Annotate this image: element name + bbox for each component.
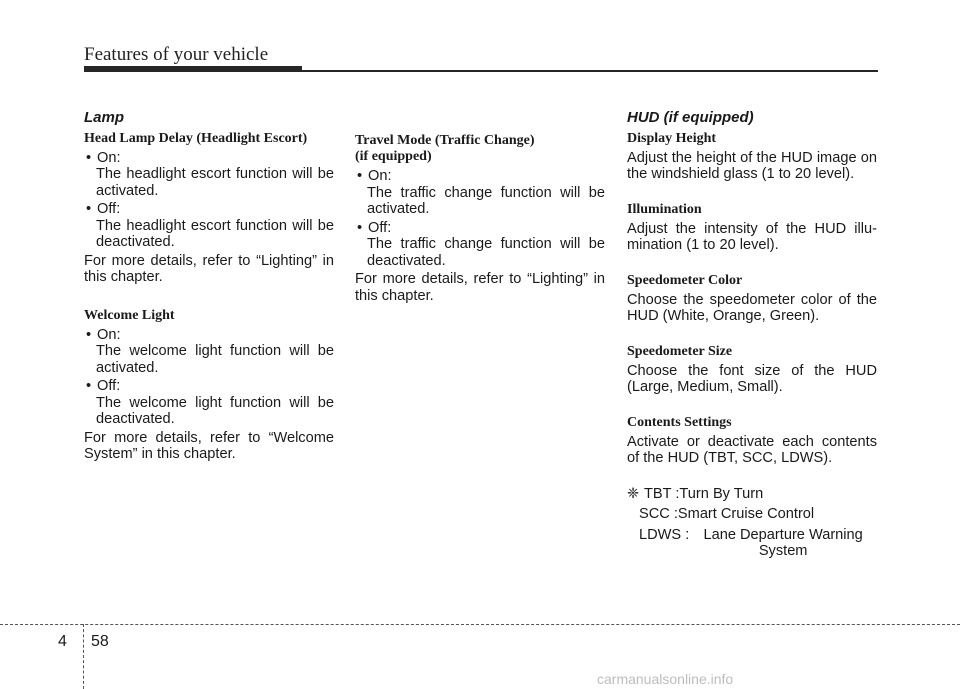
travel-on-text: The traffic change function will be activated. — [367, 184, 605, 217]
bullet-icon: • — [86, 149, 92, 166]
welcome-on-text: The welcome light function will be activated. — [96, 343, 334, 376]
travel-mode-title: Travel Mode (Traffic Change) — [355, 133, 535, 148]
travel-off-text: The traffic change function will be deactivated. — [367, 236, 605, 269]
footer-divider — [0, 624, 960, 625]
watermark: carmanualsonline.info — [597, 671, 734, 687]
travel-off-label: Off: — [368, 219, 392, 236]
header-rule-thin — [84, 70, 878, 72]
headlamp-on-label: On: — [97, 149, 121, 166]
travel-on-label: On: — [368, 168, 392, 184]
bullet-icon: • — [357, 168, 363, 184]
note-ldws-key: LDWS : — [639, 526, 690, 543]
welcome-off-label: Off: — [97, 378, 121, 394]
headlamp-off-text: The headlight escort function will be deactivated. — [96, 217, 334, 250]
travel-off-item — [355, 220, 605, 237]
note-ldws-row — [627, 527, 877, 560]
page-number: 58 — [91, 633, 109, 650]
travel-on-item — [355, 168, 605, 185]
travel-mode-subtitle: (if equipped) — [355, 149, 432, 164]
headlamp-delay-title: Head Lamp Delay (Headlight Escort) — [84, 130, 308, 146]
headlamp-off-label: Off: — [97, 201, 121, 217]
bullet-icon: • — [86, 326, 92, 343]
headlamp-off-item — [84, 201, 334, 218]
speedometer-size-text: Choose the font size of the HUD (Large, Medium, Small). — [627, 362, 877, 395]
display-height-title: Display Height — [627, 130, 717, 146]
note-ldws-value: Lane Departure Warning System — [703, 526, 863, 559]
note-symbol-icon: ❈ — [627, 485, 640, 502]
headlamp-note: For more details, refer to “Lighting” in this chapter. — [84, 252, 334, 285]
section-title-lamp: Lamp — [84, 109, 125, 126]
illumination-title: Illumination — [627, 201, 702, 217]
chapter-number: 4 — [58, 633, 67, 650]
welcome-light-title: Welcome Light — [84, 307, 175, 323]
welcome-on-item — [84, 327, 334, 344]
note-tbt-key: TBT : — [644, 485, 680, 502]
left-column — [84, 110, 334, 463]
page-header-title: Features of your vehicle — [84, 44, 269, 65]
note-tbt-row — [627, 486, 877, 503]
note-scc-row — [627, 506, 877, 523]
note-scc-value: Smart Cruise Control — [677, 506, 815, 522]
travel-note: For more details, refer to “Lighting” in this chapter. — [355, 271, 605, 304]
headlamp-on-item — [84, 150, 334, 167]
middle-column — [355, 133, 605, 304]
note-scc-key: SCC : — [639, 506, 678, 522]
welcome-off-item — [84, 378, 334, 395]
welcome-note: For more details, refer to “Welcome System” in this chapter. — [84, 429, 334, 462]
bullet-icon: • — [86, 201, 92, 217]
speedometer-size-title: Speedometer Size — [627, 343, 733, 359]
footer-vertical-divider — [83, 624, 84, 689]
welcome-on-label: On: — [97, 326, 121, 343]
speedometer-color-title: Speedometer Color — [627, 272, 743, 288]
right-column — [627, 110, 877, 560]
display-height-text: Adjust the height of the HUD image on the windshield glass (1 to 20 level). — [627, 149, 877, 182]
illumination-text: Adjust the intensity of the HUD illu-mination (1 to 20 level). — [627, 220, 877, 253]
section-title-hud: HUD (if equipped) — [627, 109, 754, 126]
welcome-off-text: The welcome light function will be deactivated. — [96, 394, 334, 427]
note-tbt-value: Turn By Turn — [679, 485, 764, 502]
speedometer-color-text: Choose the speedometer color of the HUD (White, Orange, Green). — [627, 291, 877, 324]
contents-settings-title: Contents Settings — [627, 414, 732, 430]
bullet-icon: • — [357, 219, 363, 236]
contents-settings-text: Activate or deactivate each contents of the HUD (TBT, SCC, LDWS). — [627, 433, 877, 466]
headlamp-on-text: The headlight escort function will be activated. — [96, 166, 334, 199]
bullet-icon: • — [86, 378, 92, 394]
